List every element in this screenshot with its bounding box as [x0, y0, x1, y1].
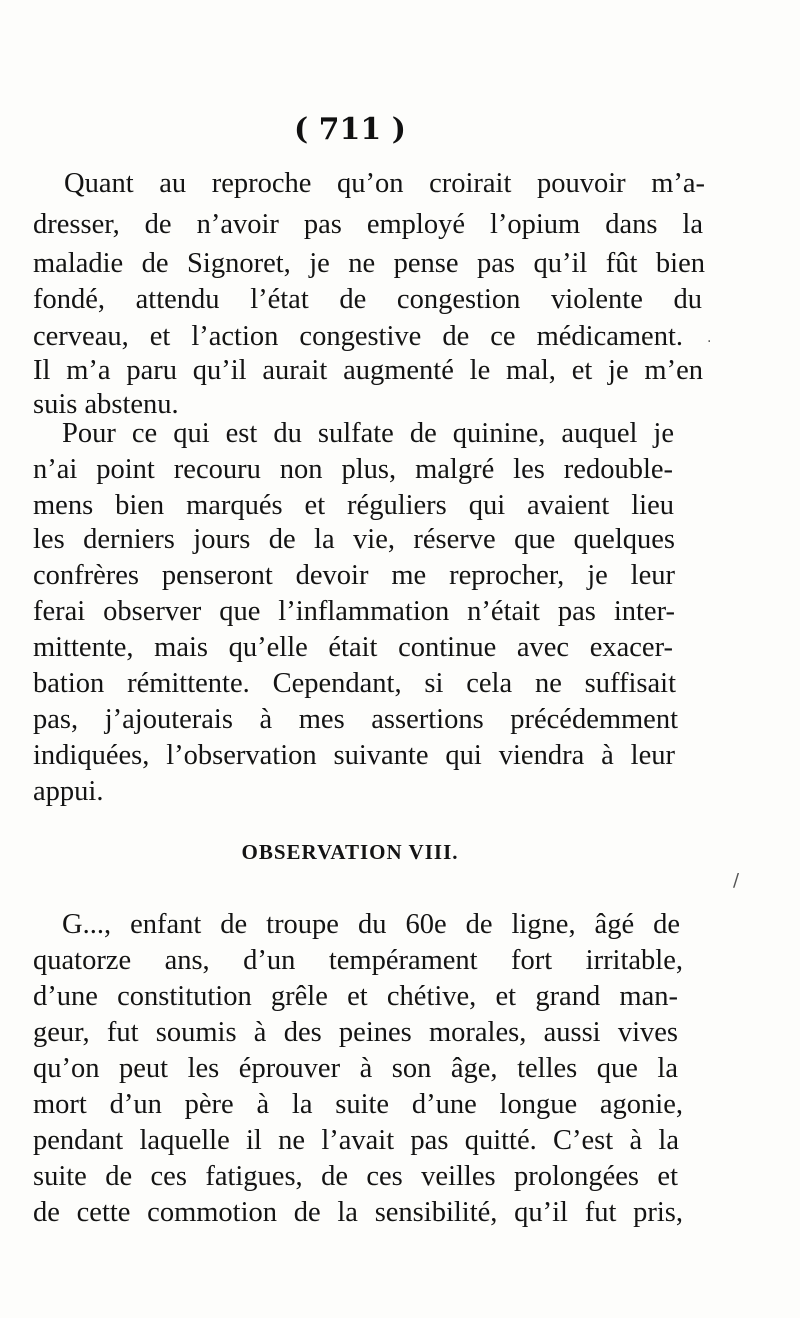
text-line: suis abstenu. — [33, 389, 179, 420]
text-line: qu’on peut les éprouver à son âge, telles que la — [33, 1053, 678, 1084]
text-line: dresser, de n’avoir pas employé l’opium dans la — [33, 209, 703, 240]
text-line: appui. — [33, 776, 104, 807]
text-line: maladie de Signoret, je ne pense pas qu’il fût bien — [33, 248, 705, 279]
text-line: indiquées, l’observation suivante qui viendra à leur — [33, 740, 675, 771]
text-line: geur, fut soumis à des peines morales, aussi vives — [33, 1017, 678, 1048]
observation-heading: OBSERVATION VIII. — [241, 840, 459, 864]
text-line: Il m’a paru qu’il aurait augmenté le mal, et je m’en — [33, 355, 703, 386]
text-line: suite de ces fatigues, de ces veilles prolongées et — [33, 1161, 678, 1192]
text-line: ferai observer que l’inflammation n’était pas inter- — [33, 596, 675, 627]
text-line: pas, j’ajouterais à mes assertions précédemment — [33, 704, 678, 735]
text-line: n’ai point recouru non plus, malgré les redouble- — [33, 454, 673, 485]
text-line: mittente, mais qu’elle était continue avec exacer- — [33, 632, 673, 663]
text-line: quatorze ans, d’un tempérament fort irritable, — [33, 945, 683, 976]
text-line: mort d’un père à la suite d’une longue agonie, — [33, 1089, 683, 1120]
text-line: Quant au reproche qu’on croirait pouvoir m’a- — [64, 168, 705, 199]
text-line: confrères penseront devoir me reprocher, je leur — [33, 560, 675, 591]
text-line: pendant laquelle il ne l’avait pas quitté. C’est à la — [33, 1125, 679, 1156]
margin-mark: . — [707, 330, 712, 346]
text-line: mens bien marqués et réguliers qui avaient lieu — [33, 490, 674, 521]
text-line: fondé, attendu l’état de congestion violente du — [33, 284, 702, 315]
text-line: d’une constitution grêle et chétive, et grand man- — [33, 981, 678, 1012]
text-line: les derniers jours de la vie, réserve que quelques — [33, 524, 675, 555]
text-line: de cette commotion de la sensibilité, qu’il fut pris, — [33, 1197, 683, 1228]
text-line: Pour ce qui est du sulfate de quinine, auquel je — [62, 418, 674, 449]
page-number: ( 711 ) — [294, 112, 406, 147]
text-line: bation rémittente. Cependant, si cela ne suffisait — [33, 668, 676, 699]
text-line: G..., enfant de troupe du 60e de ligne, âgé de — [62, 909, 680, 940]
text-line: cerveau, et l’action congestive de ce médicament. — [33, 321, 683, 352]
margin-mark: / — [733, 870, 740, 891]
